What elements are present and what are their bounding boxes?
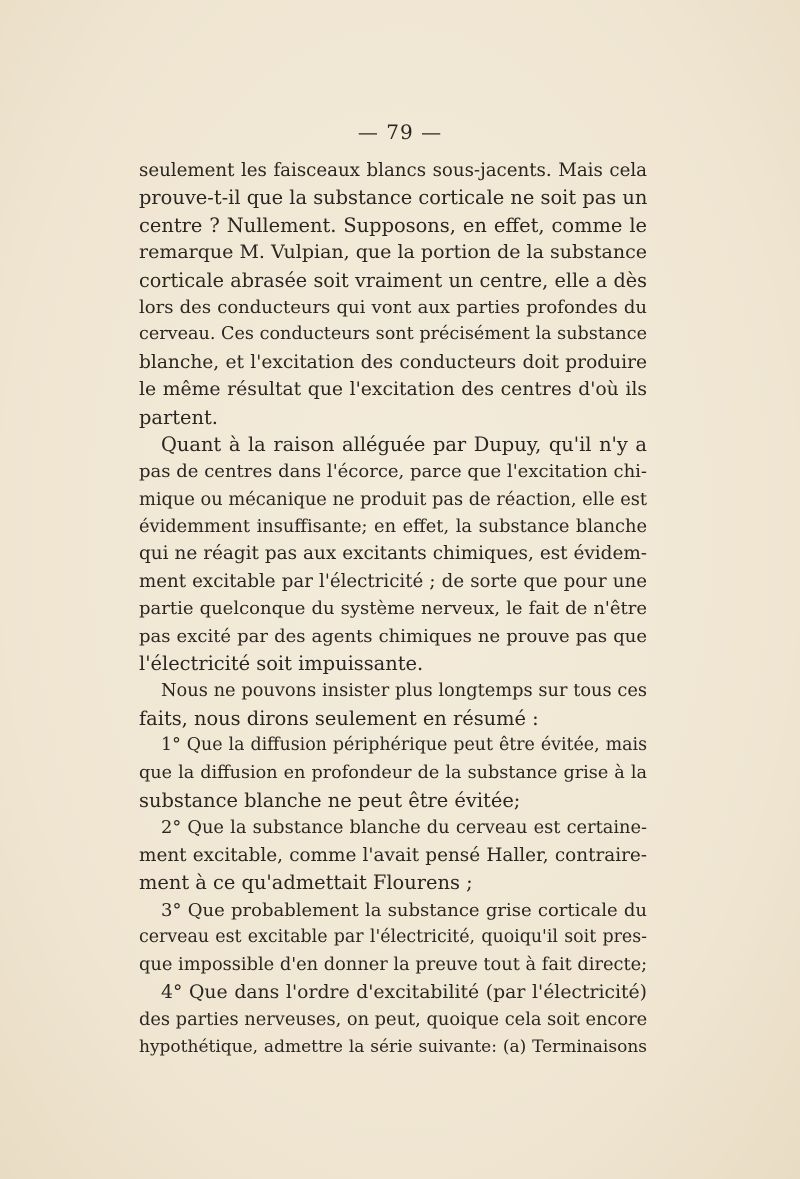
text-line: qui ne réagit pas aux excitants chimiques, est évidem- — [139, 543, 647, 565]
body-text — [139, 157, 647, 1061]
text-line: cerveau est excitable par l'électricité, quoiqu'il soit pres- — [139, 926, 647, 947]
text-line: corticale abrasée soit vraiment un centre, elle a dès — [139, 268, 647, 292]
text-line: partent. — [139, 405, 218, 429]
text-line: 3° Que probablement la substance grise corticale du — [161, 899, 647, 921]
text-line: l'électricité soit impuissante. — [139, 652, 424, 676]
text-line: Nous ne pouvons insister plus longtemps sur tous ces — [161, 680, 647, 702]
text-line: prouve-t-il que la substance corticale ne soit pas un — [139, 186, 648, 210]
text-line: évidemment insuffisante; en effet, la substance blanche — [139, 516, 647, 538]
text-line: 4° Que dans l'ordre d'excitabilité (par l'électricité) — [161, 981, 647, 1003]
text-line: des parties nerveuses, on peut, quoique cela soit encore — [139, 1009, 648, 1031]
text-line: partie quelconque du système nerveux, le fait de n'être — [139, 598, 647, 620]
text-line: 2° Que la substance blanche du cerveau est certaine- — [161, 817, 647, 839]
text-line: mique ou mécanique ne produit pas de réaction, elle est — [139, 488, 648, 510]
text-line: Quant à la raison alléguée par Dupuy, qu'il n'y a — [161, 432, 647, 456]
text-line: remarque M. Vulpian, que la portion de la substance — [139, 241, 647, 264]
text-line: pas excité par des agents chimiques ne prouve pas que — [139, 625, 647, 647]
text-line: centre ? Nullement. Supposons, en effet, comme le — [139, 213, 647, 237]
text-line: ment excitable par l'électricité ; de sorte que pour une — [139, 570, 647, 592]
text-line: ment excitable, comme l'avait pensé Haller, contraire- — [139, 844, 647, 866]
text-line: pas de centres dans l'écorce, parce que l'excitation chi- — [139, 461, 647, 483]
text-line: faits, nous dirons seulement en résumé : — [139, 706, 539, 730]
text-line: ment à ce qu'admettait Flourens ; — [139, 871, 473, 895]
text-line: le même résultat que l'excitation des centres d'où ils — [139, 379, 647, 401]
text-line: hypothétique, admettre la série suivante: (a) Terminaisons — [139, 1036, 647, 1057]
page-number: — 79 — — [357, 120, 443, 144]
text-line: que impossible d'en donner la preuve tout à fait directe; — [139, 954, 648, 976]
text-line: 1° Que la diffusion périphérique peut être évitée, mais — [161, 735, 647, 756]
text-line: cerveau. Ces conducteurs sont précisément la substance — [139, 324, 647, 345]
text-line: que la diffusion en profondeur de la substance grise à la — [139, 762, 647, 783]
text-line: substance blanche ne peut être évitée; — [139, 788, 521, 812]
text-line: lors des conducteurs qui vont aux parties profondes du — [139, 296, 647, 318]
text-line: seulement les faisceaux blancs sous-jacents. Mais cela — [139, 160, 647, 181]
text-line: blanche, et l'excitation des conducteurs doit produire — [139, 351, 647, 373]
